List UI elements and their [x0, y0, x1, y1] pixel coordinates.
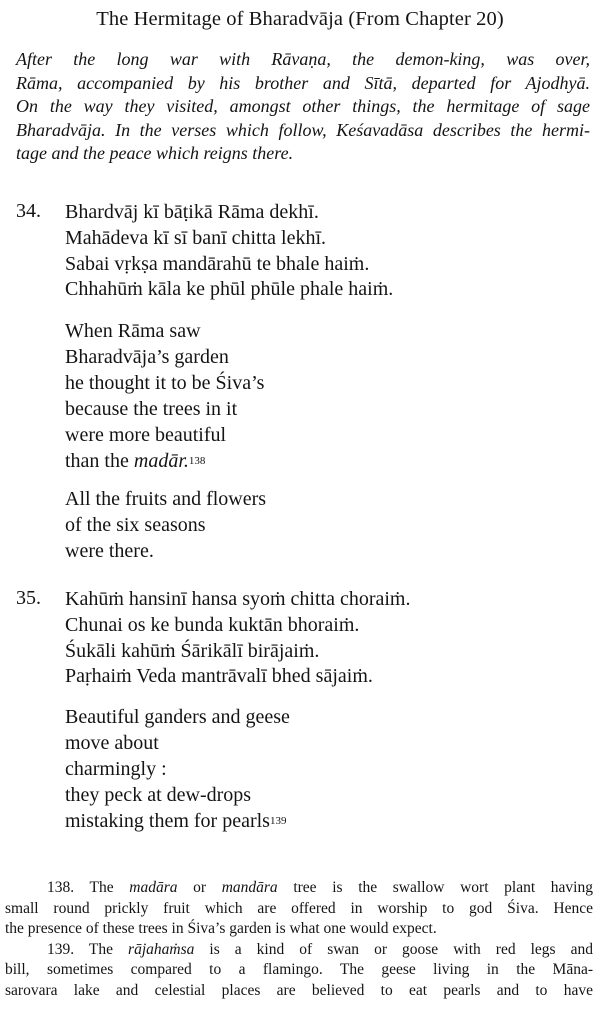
footnote-139-line	[5, 940, 593, 961]
footnote-139-line: bill, sometimes compared to a flamingo. The geese living in the Māna-	[5, 961, 593, 978]
verse-35-transliteration	[65, 587, 410, 690]
translation-line: they peck at dew-drops	[65, 784, 252, 806]
verse-line: Paṛhaiṁ Veda mantrāvalī bhed sājaiṁ.	[65, 665, 373, 688]
verse-number-35: 35.	[16, 587, 41, 609]
italic-word: madār.	[133, 450, 189, 472]
translation-line: were there.	[65, 540, 154, 562]
verse-line: Chunai os ke bunda kuktān bhoraiṁ.	[65, 613, 360, 636]
text-fragment: mistaking them for pearls	[65, 810, 270, 832]
intro-paragraph	[16, 48, 590, 166]
intro-line: Bharadvāja. In the verses which follow, Keśavadāsa describes the hermi-	[16, 119, 590, 140]
translation-line	[65, 808, 290, 834]
translation-line: he thought it to be Śiva’s	[65, 372, 265, 394]
footnote-number: 138.	[47, 879, 75, 896]
verse-35-translation	[65, 704, 290, 834]
translation-line: because the trees in it	[65, 398, 238, 420]
italic-word: rājahaṁsa	[128, 940, 195, 958]
verse-line: Śukāli kahūṁ Śārikālī birājaiṁ.	[65, 639, 320, 662]
footnote-number: 139.	[47, 940, 75, 958]
verse-line: Chhahūṁ kāla ke phūl phūle phale haiṁ.	[65, 278, 394, 301]
text-fragment: than the	[65, 450, 134, 472]
footnote-138-line: the presence of these trees in Śiva’s garden is what one would expect.	[5, 920, 437, 937]
italic-word: mandāra	[221, 879, 278, 896]
verse-34-translation-stanza-1	[65, 318, 264, 474]
page-title: The Hermitage of Bharadvāja (From Chapter 20)	[96, 8, 504, 30]
text-fragment: tree is the swallow wort plant having	[277, 879, 593, 896]
text-fragment: or	[177, 879, 222, 896]
text-fragment: is a kind of swan or goose with red legs and	[194, 940, 593, 958]
translation-line: When Rāma saw	[65, 320, 201, 342]
text-fragment: The	[89, 879, 130, 896]
verse-34-transliteration	[65, 200, 393, 303]
intro-line: Rāma, accompanied by his brother and Sītā, departed for Ajodhyā.	[16, 72, 590, 93]
intro-line: tage and the peace which reigns there.	[16, 143, 294, 163]
intro-line: After the long war with Rāvaṇa, the demon-king, was over,	[16, 49, 590, 69]
verse-number-34: 34.	[16, 200, 41, 222]
footnote-138-line: small round prickly fruit which are offered in worship to god Śiva. Hence	[5, 899, 593, 917]
translation-line: All the fruits and flowers	[65, 488, 267, 510]
translation-line: move about	[65, 732, 159, 754]
translation-line: Bharadvāja’s garden	[65, 346, 229, 368]
footnote-ref: 139	[269, 815, 287, 827]
translation-line: Beautiful ganders and geese	[65, 706, 290, 728]
translation-line: charmingly :	[65, 758, 167, 780]
verse-line: Sabai vṛkṣa mandārahū te bhale haiṁ.	[65, 252, 370, 275]
verse-line: Kahūṁ hansinī hansa syoṁ chitta choraiṁ.	[65, 588, 411, 610]
translation-line	[65, 448, 264, 474]
footnote-138-line	[5, 878, 593, 899]
footnote-ref: 138	[188, 455, 206, 467]
verse-34-translation-stanza-2	[65, 486, 266, 564]
text-fragment: The	[88, 940, 129, 958]
translation-line: of the six seasons	[65, 514, 206, 536]
intro-line: On the way they visited, amongst other things, the hermitage of sage	[16, 96, 590, 116]
verse-line: Bhardvāj kī bāṭikā Rāma dekhī.	[65, 201, 319, 223]
translation-line: were more beautiful	[65, 424, 227, 446]
verse-line: Mahādeva kī sī banī chitta lekhī.	[65, 226, 327, 249]
italic-word: madāra	[129, 879, 178, 896]
footnotes	[5, 878, 593, 1001]
footnote-139-line: sarovara lake and celestial places are believed to eat pearls and to have	[5, 981, 593, 999]
